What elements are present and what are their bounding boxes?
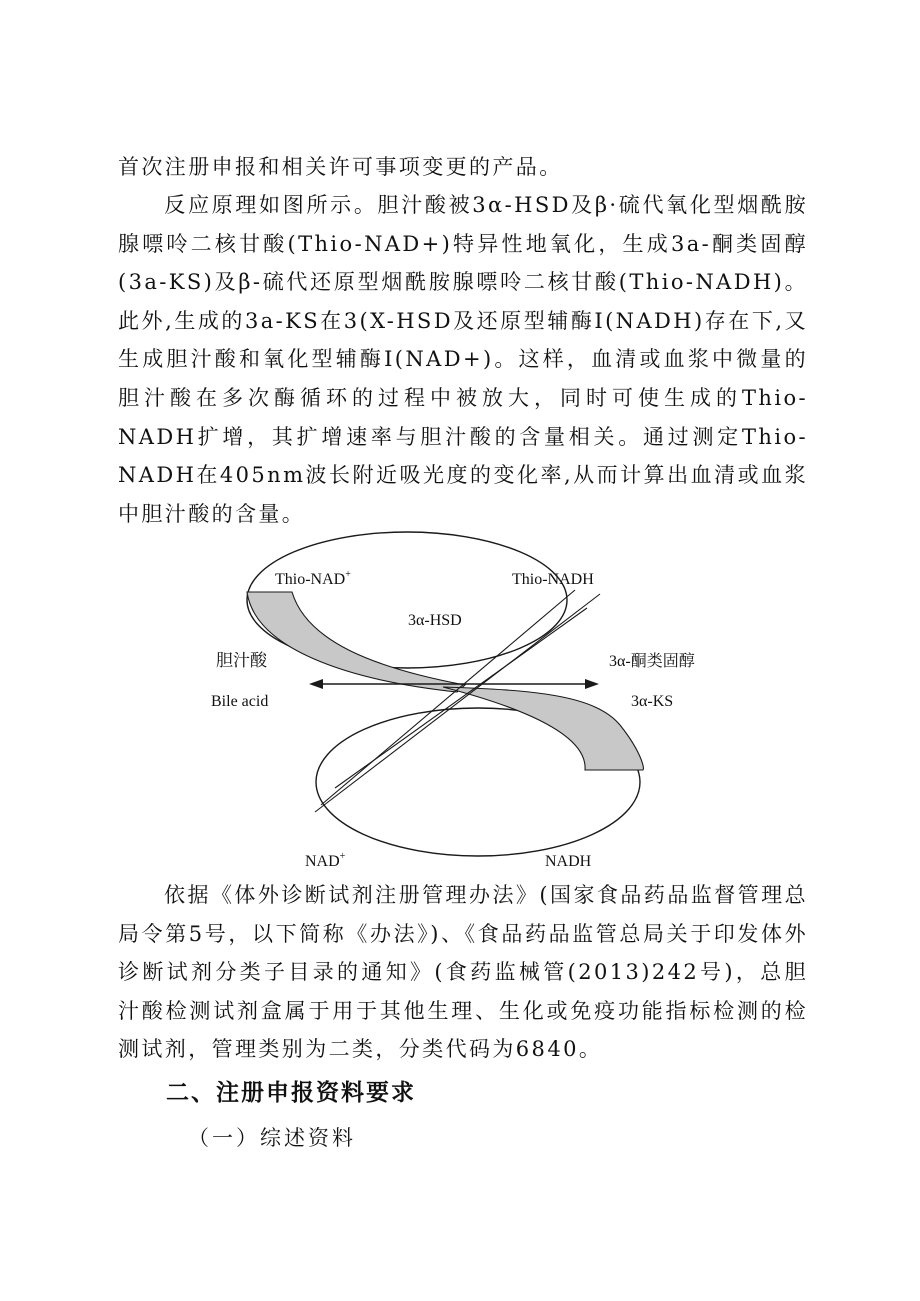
paragraph-reaction-principle-text: 反应原理如图所示。胆汁酸被3α-HSD及β·硫代氧化型烟酰胺腺嘌呤二核甘酸(Thio-NAD+)特异性地氧化，生成3a-酮类固醇(3a-KS)及β-硫代还原型烟酰胺腺嘌呤二核甘酸(Thio-NADH)。此外,生成的3a-KS在3(X-HSD及还原型辅酶I(NADH)存在下,又生成胆汁酸和氧化型辅酶I(NAD+)。这样，血清或血浆中微量的胆汁酸在多次酶循环的过程中被放大，同时可使生成的Thio-NADH扩增，其扩增速率与胆汁酸的含量相关。通过测定Thio-NADH在405nm波长附近吸光度的变化率,从而计算出血清或血浆中胆汁酸的含量。 — [118, 193, 808, 526]
enzyme-cycle-diagram — [195, 520, 755, 878]
label-enzyme: 3α-HSD — [408, 612, 462, 629]
paragraph-reaction-principle — [118, 186, 808, 533]
subsection-heading: （一）综述资料 — [188, 1126, 356, 1150]
paragraph-classification — [118, 876, 808, 1069]
label-3a-ks-cn: 3α-酮类固醇 — [609, 653, 695, 670]
arrow-head-right — [585, 679, 599, 689]
section-heading: 二、注册申报资料要求 — [166, 1080, 416, 1106]
paragraph-classification-text: 依据《体外诊断试剂注册管理办法》(国家食品药品监督管理总局令第5号，以下简称《办法》)、《食品药品监管总局关于印发体外诊断试剂分类子目录的通知》(食药监械管(2013)242号)，总胆汁酸检测试剂盒属于用于其他生理、生化或免疫功能指标检测的检测试剂，管理类别为二类，分类代码为6840。 — [118, 883, 808, 1062]
label-3a-ks-en: 3α-KS — [631, 693, 674, 710]
label-bile-acid-en: Bile acid — [211, 693, 269, 710]
arrow-head-left — [309, 679, 323, 689]
lower-shaded-band — [443, 687, 643, 770]
label-nadh: NADH — [545, 853, 592, 870]
label-thio-nadh: Thio-NADH — [512, 571, 594, 588]
label-thio-nad: Thio-NAD+ — [275, 569, 351, 588]
label-bile-acid-cn: 胆汁酸 — [216, 651, 267, 670]
paragraph-continuation: 首次注册申报和相关许可事项变更的产品。 — [118, 155, 563, 179]
label-nad: NAD+ — [305, 851, 346, 870]
